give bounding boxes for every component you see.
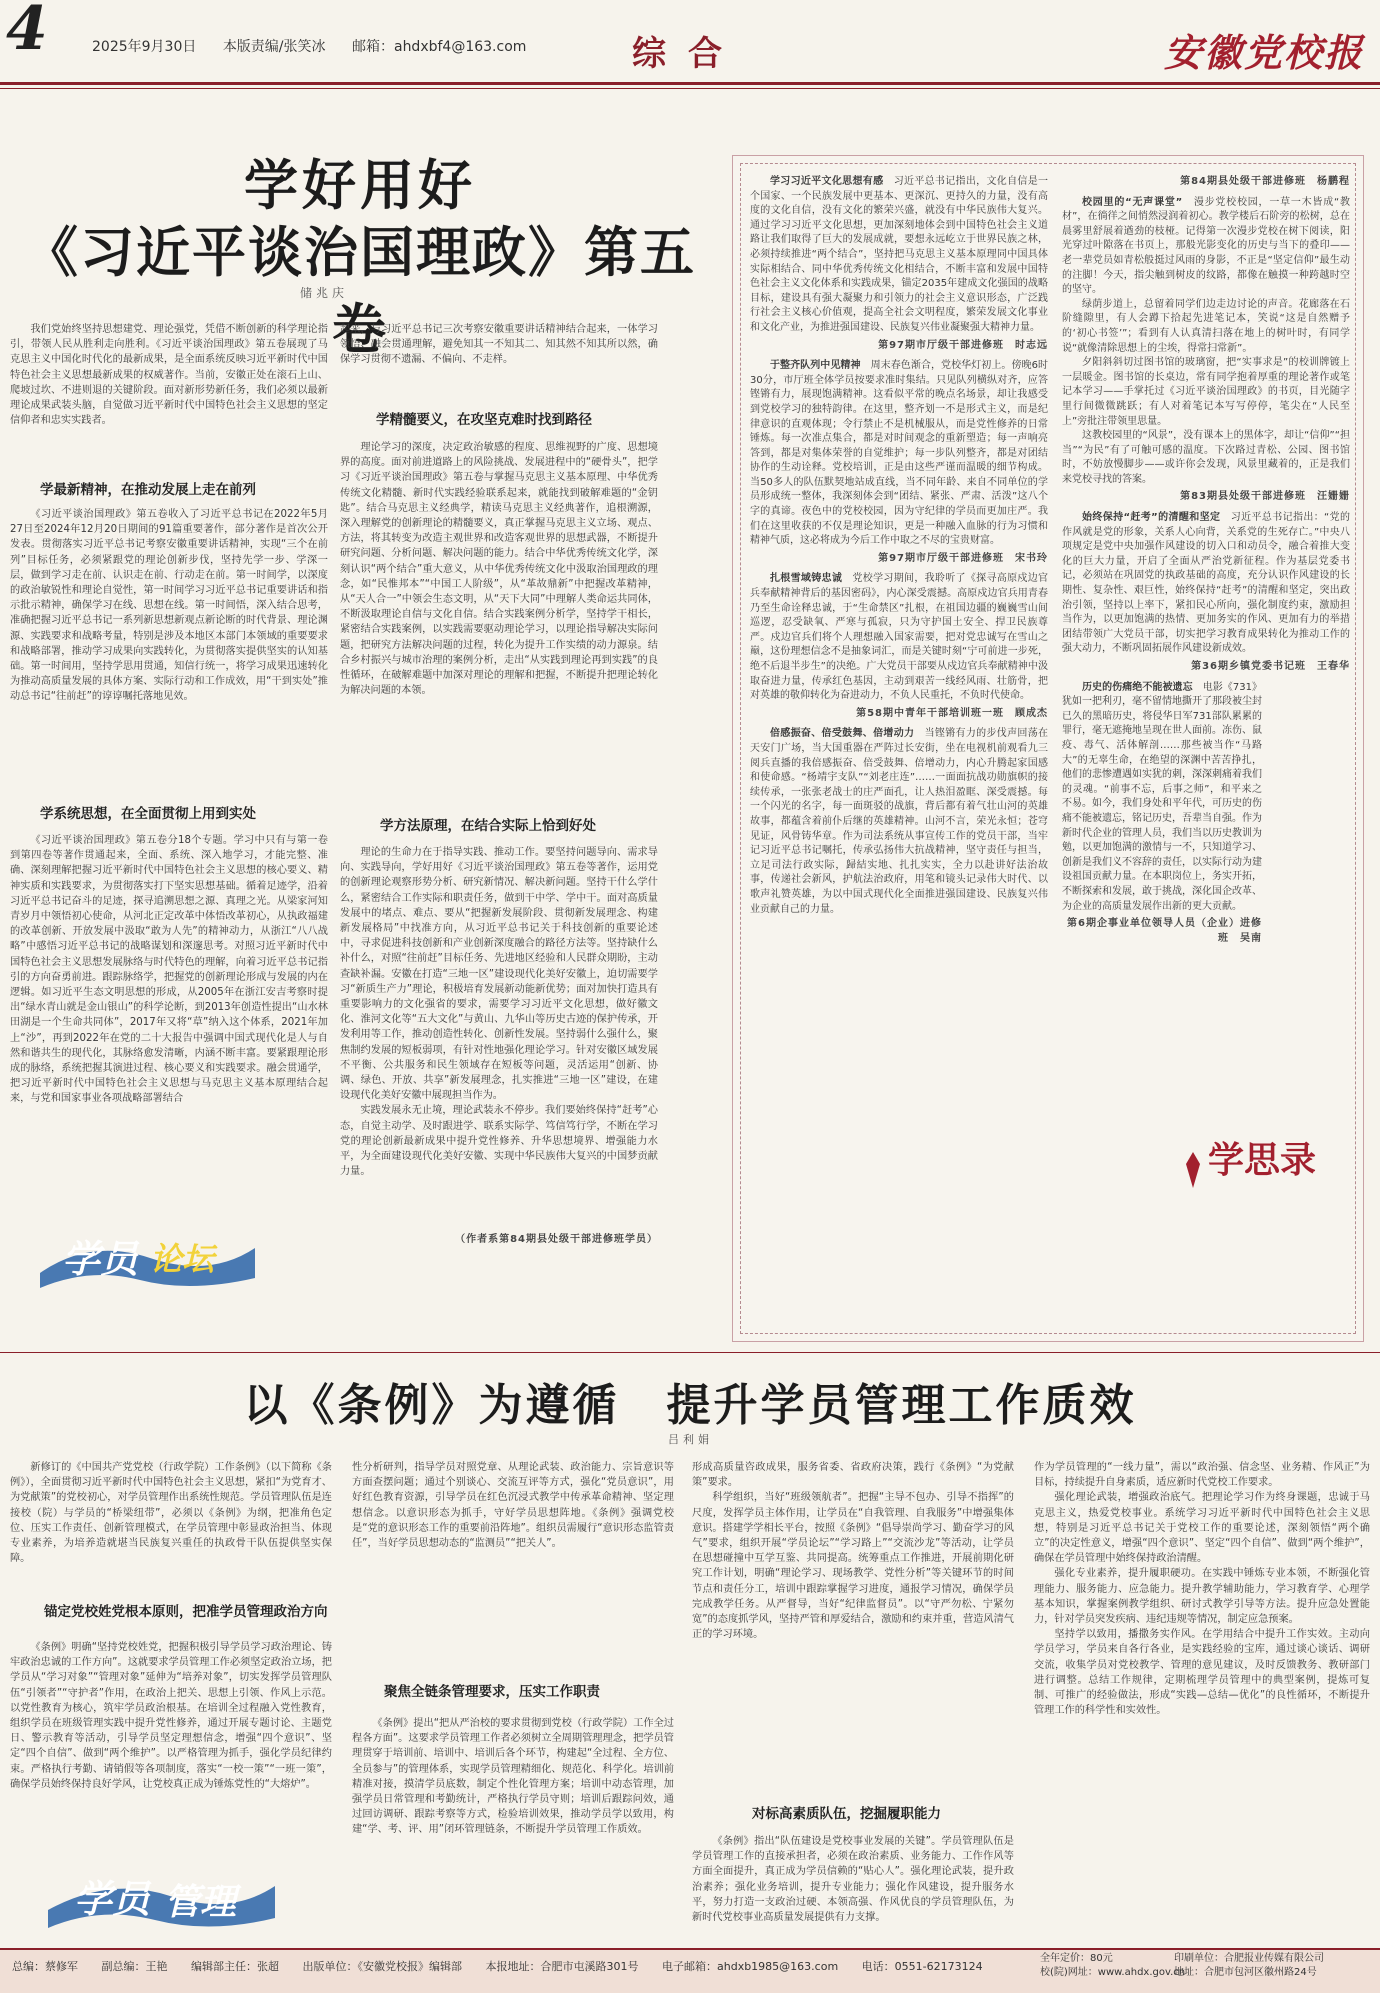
editor-email: 邮箱：ahdxbf4@163.com [351,39,527,55]
article2-section3-continued: 作为学员管理的“一线力量”，需以“政治强、信念坚、业务精、作风正”为目标，持续提升自身素质，适应新时代党校工作要求。 强化理论武装，增强政治底气。把理论学习作为终身课题，忠诚于马克思主义，热爱党校事业。系统学习习近平新时代中国特色社会主义思想，特别是习近平总书记关于党校工作的重要论述，深刻领悟“两个确立”的决定性意义，增强“四个意识”、坚定“四个自信”、做到“两个维护”，确保在学员管理中始终保持政治清醒。 强化专业素养，提升履职硬功。在实践中锤炼专业本领，不断强化管理能力、服务能力、应急能力。提升教学辅助能力，学习教育学、心理学基本知识，掌握案例教学组织、研讨式教学引导等方法。提升应急处置能力，针对学员突发疾病、违纪违规等情况，制定应急预案。 坚持学以致用，播撒务实作风。在学用结合中提升工作实效。主动向学员学习，学员来自各行各业，是实践经验的宝库，通过谈心谈话、调研交流，收集学员对党校教学、管理的意见建议，及时反馈教务、教研部门进行调整。总结工作规律，定期梳理学员管理中的典型案例，提炼可复制、可推广的经验做法，形成“实践—总结—优化”的良性循环，不断提升管理工作的科学性和实效性。 [1034,1462,1370,1717]
footer-pricing-block [1040,1952,1185,1980]
article1-title-line2: 《习近平谈治国理政》第五卷 [24,220,696,361]
section-title: 综合 [632,34,744,74]
header-meta [92,36,548,56]
article1-author: 储兆庆 [300,286,349,300]
pen-icon [1180,1150,1206,1190]
article1-section2-body: 《习近平谈治国理政》第五卷分18个专题。学习中只有与第一卷到第四卷等著作贯通起来，全面、系统、深入地学习，才能完整、准确、深刻理解把握习近平新时代中国特色社会主义思想的核心要义、精神实质和实践要求，为贯彻落实打下坚实思想基础。循着足迹学，沿着习近平总书记奋斗的足迹，探寻追溯思想之源、真理之光。从梁家河知青岁月中领悟初心使命，从河北正定改革中体悟改革初心，从执政福建的改革创新、开放发展中汲取“敢为人先”的精神动力，从浙江“八八战略”中感悟习近平总书记的战略谋划和深邃思考。对照习近平新时代中国特色社会主义思想发展脉络与时代特色的理解，向着习近平总书记指引的方向奋勇前进。跟踪脉络学，把握党的创新理论形成与发展的内在逻辑。如习近平生态文明思想的形成，从2005年在浙江安吉考察时提出“绿水青山就是金山银山”的科学论断，到2013年创造性提出“山水林田湖是一个生命共同体”，2017年又将“草”纳入这个体系，2021年加上“沙”，再到2022年在党的二十大报告中强调中国式现代化是人与自然和谐共生的现代化，其脉络愈发清晰，内涵不断丰富。要紧跟理论形成的脉络，系统把握其演进过程、核心要义和实践要求。融会贯通学，把习近平新时代中国特色社会主义思想与马克思主义基本原理结合起来，与党和国家事业各项战略部署结合 [10,835,328,1105]
footer-printer-address: 地址：合肥市包河区徽州路24号 [1174,1967,1317,1978]
study-notes-stamp: 学思录 [1208,1139,1317,1181]
article1-signature: （作者系第84期县处级干部进修班学员） [455,1234,658,1245]
article2-section3-body: 《条例》指出“队伍建设是党校事业发展的关键”。学员管理队伍是学员管理工作的直接承担者，必须在政治素质、业务能力、工作作风等方面全面提升，真正成为学员信赖的“贴心人”。强化理论武装，提升政治素养；强化业务培训，提升专业能力；强化作风建设，提升服务水平，努力打造一支政治过硬、本领高强、作风优良的学员管理队伍，为新时代党校事业高质量发展提供有力支撑。 [692,1836,1014,1924]
header-divider [0,82,1380,85]
article2-section1-heading: 锚定党校姓党根本原则，把准学员管理政治方向 [44,1604,328,1620]
article2-section2-heading: 聚焦全链条管理要求，压实工作职责 [384,1684,600,1700]
banner1-text2: 论坛 [150,1240,215,1278]
article1-section2-continued: 起来，与习近平总书记三次考察安徽重要讲话精神结合起来，一体学习领悟、融会贯通理解，避免知其一不知其二、知其然不知其所以然，确保学习贯彻不遗漏、不偏向、不走样。 [340,324,658,366]
newspaper-logo: 安徽党校报 [1164,30,1365,75]
article1-section3-heading: 学精髓要义，在攻坚克难时找到路径 [376,412,592,428]
article2-title: 以《条例》为遵循 提升学员管理工作质效 [243,1380,1137,1431]
article2-intro: 新修订的《中国共产党党校（行政学院）工作条例》（以下简称《条例》），全面贯彻习近平新时代中国特色社会主义思想，紧扣“为党育才、为党献策”的党校初心，对学员管理作出系统性规范。学员管理队伍是连接校（院）与学员的“桥梁纽带”，必须以《条例》为纲，把准角色定位、压实工作责任、创新管理模式，在学员管理中彰显政治担当、体现专业素养，为培养造就堪当民族复兴重任的执政骨干队伍提供坚实保障。 [10,1462,332,1565]
banner1-text1: 学员 [62,1236,139,1281]
article2-section2-continued: 形成高质量咨政成果，服务省委、省政府决策，践行《条例》“为党献策”要求。 科学组织，当好“班级领航者”。把握“主导不包办、引导不指挥”的尺度，发挥学员主体作用，让学员在“自我管理、自我服务”中增强集体意识。搭建学学相长平台，按照《条例》“倡导崇尚学习、勤奋学习的风气”要求，组织开展“学员论坛”“学习路上”“交流沙龙”等活动，让学员在思想碰撞中互学互鉴、共同提高。统筹重点工作推进，开展前期化研究工作计划，明确“理论学习、现场教学、党性分析”等关键环节的时间节点和责任分工，培训中跟踪掌握学习进度，通报学习情况，确保学员完成教学任务。从严督导，当好“纪律监督员”。以“守严勿松、宁紧勿宽”的态度抓学风，坚持严管和厚爱结合，激励和约束并重，营造风清气正的学习环境。 [692,1462,1014,1641]
article1-section4-heading: 学方法原理，在结合实际上恰到好处 [380,818,596,834]
article1-section2-heading: 学系统思想，在全面贯彻上用到实处 [40,806,256,822]
article1-section1-body: 《习近平谈治国理政》第五卷收入了习近平总书记在2022年5月27日至2024年12月20日期间的91篇重要著作，部分著作是首次公开发表。贯彻落实习近平总书记考察安徽重要讲话精神，实现“三个在前列”目标任务，必须紧跟党的理论创新步伐，坚持先学一步、学深一层，做到学习走在前、认识走在前、行动走在前。第一时间学，以深度的政治敏锐性和理论自觉性，第一时间学习习近平总书记重要讲话和指示批示精神，确保学习在线、思想在线。第一时间悟，深入结合思考，准确把握习近平总书记一系列新思想新观点新论断的时代背景、理论渊源、实践要求和战略考量，特别是涉及本地区本部门本领域的重要要求和战略部署，推动学习成果向实践转化，为贯彻落实提供坚实的认知基础。第一时间用，坚持学思用贯通，知信行统一，将学习成果迅速转化为推动高质量发展的具体方案、实际行动和工作成效，用“干到实处”推动总书记“往前赶”的谆谆嘱托落地见效。 [10,509,328,703]
editor: 本版责编/张笑冰 [222,39,326,55]
article2-author: 吕利娟 [668,1433,713,1446]
footer-pricing: 全年定价：80元 [1040,1953,1113,1964]
article1-section4-body: 理论的生命力在于指导实践、推动工作。要坚持问题导向、需求导向、实践导向，学好用好《习近平谈治国理政》第五卷等著作，运用党的创新理论观察形势分析、研究新情况、解决新问题。坚持干什么学什么，紧密结合工作实际和职责任务，做到干中学、学中干。面对高质量发展中的堵点、难点、要从“把握新发展阶段、贯彻新发展理念、构建新发展格局”中找准方向，从习近平总书记关于科技创新的重要论述中，寻求促进科技创新和产业创新深度融合的路径方法等。坚持缺什么补什么，对照“往前赶”目标任务、先进地区经验和人民群众期盼，主动查缺补漏。安徽在打造“三地一区”建设现代化美好安徽上，迫切需要学习“新质生产力”理论，积极培育发展新动能新优势；面对加快打造具有重要影响力的文化强省的要求，需要学习习近平文化思想，做好徽文化、淮河文化等“五大文化”与黄山、九华山等历史古迹的保护传承，开发利用等工作，推动创造性转化、创新性发展。坚持弱什么强什么，聚焦制约发展的短板弱项，有针对性地强化理论学习。针对安徽区域发展不平衡、公共服务和民生领域存在短板等问题，灵活运用“创新、协调、绿色、开放、共享”新发展理念，扎实推进“三地一区”建设，在建设现代化美好安徽中展现担当作为。 实践发展永无止境，理论武装永不停步。我们要始终保持“赶考”心态，自觉主动学、及时跟进学、联系实际学、笃信笃行学，不断在学习党的理论创新最新成果中提升党性修养、升华思想境界、增强能力水平，为全面建设现代化美好安徽、实现中华民族伟大复兴的中国梦贡献力量。 [340,847,658,1178]
article1-section3-body: 理论学习的深度，决定政治敏感的程度、思维视野的广度、思想境界的高度。面对前进道路上的风险挑战、发展进程中的“硬骨头”，把学习《习近平谈治国理政》第五卷与掌握马克思主义基本原理、中华优秀传统文化精髓、新时代实践经验联系起来，就能找到破解难题的“金钥匙”。结合马克思主义经典学，精读马克思主义经典著作，追根溯源，深入理解党的创新理论的精髓要义，真正掌握马克思主义立场、观点、方法，将其转变为改造主观世界和改造客观世界的思想武器，不断提升研究问题、分析问题、解决问题的能力。结合中华优秀传统文化学，深刻认识“两个结合”重大意义，从中华优秀传统文化中汲取治国理政的理念，如“民惟邦本”“中国工人阶级”，从“革故鼎新”中把握改革精神，从“天人合一”中领会生态文明，从“天下大同”中理解人类命运共同体，不断汲取理论自信与文化自信。结合实践案例分析学，坚持学干相长，紧密结合实践案例，以实践需要驱动理论学习，以理论指导解决实际问题，把研究方法解决问题的过程，转化为提升工作实绩的动力源泉。结合乡村振兴与城市治理的案例分析，走出“从实践到理论再到实践”的良性循环，在破解难题中加深对理论的理解和把握，不断提升把理论转化为解决问题的本领。 [340,442,658,697]
article2-section1-continued: 性分析研判，指导学员对照党章、从理论武装、政治能力、宗旨意识等方面查摆问题；通过个别谈心、交流互评等方式，强化“党员意识”，用好红色教育资源，引导学员在红色沉浸式教学中传承革命精神、坚定理想信念。以意识形态为抓手，守好学员思想阵地。《条例》强调党校是“党的意识形态工作的重要前沿阵地”。组织员需履行“意识形态监管责任”，当好学员思想动态的“监测员”“把关人”。 [352,1462,674,1550]
footer-printer: 印刷单位：合肥报业传媒有限公司 [1174,1953,1324,1964]
study-notes-column-left: 学习习近平文化思想有感 习近平总书记指出，文化自信是一个国家、一个民族发展中更基本、更深沉、更持久的力量，没有高度的文化自信，没有文化的繁荣兴盛，就没有中华民族伟大复兴。通过学习习近平文化思想，更加深刻地体会到中国特色社会主义道路让我们取得了巨大的发展成就，要想永远屹立于世界民族之林，必须持续推进“两个结合”，坚持把马克思主义基本原理同中国具体实际相结合、同中华优秀传统文化相结合，不断丰富和发展中国特色社会主义文化体系和实践成果，锚定2035年建成文化强国的战略目标，建设具有强大凝聚力和引领力的社会主义意识形态，广泛践行社会主义核心价值观，提高全社会文明程度，繁荣发展文化事业和文化产业，为推进强国建设、民族复兴伟业凝聚强大精神力量。 第97期市厅级干部进修班 时志远 于整齐队列中见精神 周末春色渐合，党校华灯初上。傍晚6时30分，市厅班全体学员按要求准时集结。只见队列横纵对齐，应答铿锵有力，展现饱满精神。这看似平常的晚点名场景，却让我感受到党校学习的独特韵律。在这里，整齐划一不是形式主义，而是纪律意识的直观体现；令行禁止不是机械服从，而是党性修养的日常锤炼。每一次准点集合，都是对时间观念的重新塑造；每一声响亮答到，都是对集体荣誉的自觉维护；每一步队列整齐，都是对团结协作的生动诠释。党校培训，正是由这些严谨而温暖的细节构成。当50多人的队伍默契地站成直线，当不同年龄、来自不同单位的学员形成统一整体，我深刻体会到“团结、紧张、严肃、活泼”这八个字的真谛。夜色中的党校校园，因为守纪律的学员而更加庄严。我们在这里收获的不仅是理论知识，更是一种融入血脉的行为习惯和精神气质，这必将成为今后工作中取之不尽的宝贵财富。 第97期市厅级干部进修班 宋书玲 扎根雪域铸忠诚 党校学习期间，我聆听了《探寻高原戍边官兵奉献精神背后的基因密码》，内心深受震撼。高原戍边官兵用青春乃至生命诠释忠诚，于“生命禁区”扎根，在祖国边疆的巍巍雪山间巡逻，忍受缺氧、严寒与孤寂，只为守护国土安全、捍卫民族尊严。戍边官兵们将个人理想融入国家需要，把对党忠诚写在雪山之巅，这份理想信念不是抽象词汇，而是关键时刻“宁可前进一步死，绝不后退半步生”的决绝。广大党员干部要从戍边官兵奉献精神中汲取奋进力量，传承红色基因，主动到艰苦一线经风雨、壮筋骨，把对英雄的敬仰转化为奋进动力，不负人民重托，不负时代使命。 第58期中青年干部培训班一班 顾成杰 倍感振奋、倍受鼓舞、倍增动力 当铿锵有力的步伐声回荡在天安门广场，当大国重器在严阵过长安街，坐在电视机前观看九三阅兵直播的我倍感振奋、倍受鼓舞、倍增动力，内心升腾起家国感和使命感。“杨靖宇支队”“刘老庄连”……一面面抗战功勋旗帜的接续传承，一张张老战士的庄严面孔，让人热泪盈眶、深受震撼。每一个闪光的名字，每一面斑驳的战旗，背后都有着气壮山河的英雄故事，都蕴含着前仆后继的英雄精神。山河不言，荣光永恒；苍穹见证，风骨铸华章。作为司法系统从事宣传工作的党员干部，当牢记习近平总书记嘱托，传承弘扬伟大抗战精神，坚守责任与担当，立足司法行政实际，歸結实地、扎扎实实，全力以赴讲好法治故事，传递社会新风，护航法治政府，用笔和镜头记录伟大时代、以歌声礼赞英雄，为以中国式现代化全面推进强国建设、民族复兴伟业贡献自己的力量。 [750,176,1048,915]
banner2-text2: 管理 [164,1881,237,1923]
footer-website[interactable]: 校(院)网址：www.ahdx.gov.cn [1040,1967,1186,1978]
study-notes-column-right: 第84期县处级干部进修班 杨鹏程 校园里的“无声课堂” 漫步党校校园，一草一木皆成“教材”，在徜徉之间悄然浸润着初心。教学楼后石阶旁的松树，总在晨雾里舒展着遒劲的枝桠。记得第一次漫步党校在树下阅读，阳光穿过叶隙落在书页上，那般光影变化的历史与当下的叠印——老一辈党员如青松般挺过风雨的身影，不正是“坚定信仰”最生动的注脚！今天，指尖触到树皮的纹路，都像在触摸一种跨越时空的坚守。 绿荫步道上，总留着同学们边走边讨论的声音。花廊落在石阶缝隙里，有人会蹲下拾起先进笔记本，笑说“这是自然赠予的‘初心书签’”；看到有人认真清扫落在地上的树叶时，有同学说“就像清除思想上的尘埃，得常扫常新”。 夕阳斜斜切过图书馆的玻璃窗，把“实事求是”的校训牌镀上一层暖金。图书馆的长桌边，常有同学抱着厚重的理论著作或笔记本学习——手掌托过《习近平谈治国理政》的书页，目光随字里行间微微跳跃；有人对着笔记本写写停停，笔尖在“人民至上”旁批注带领里思量。 这教校园里的“风景”，没有课本上的黑体字，却让“信仰”“担当”“为民”有了可触可感的温度。下次路过青松、公园、图书馆时，不妨放慢脚步——或许你会发现，风景里藏着的，正是我们来党校寻找的答案。 第83期县处级干部进修班 汪姗姗 始终保持“赶考”的清醒和坚定 习近平总书记指出：“党的作风就是党的形象，关系人心向背，关系党的生死存亡。”中央八项规定是党中央加强作风建设的切入口和动员令，融合着推大变化的巨大力量，开启了全面从严治党新征程。作为基层党委书记，必须站在巩固党的执政基础的高度，充分认识作风建设的长期性、复杂性、艰巨性，始终保持“赶考”的清醒和坚定，突出政治引领，坚持以上率下，紧扣民心所向，强化制度约束，激励担当作为，以更加饱满的热情、更加务实的作风、更加有力的举措团结带领广大党员干部，切实把学习教育成果转化为推动工作的强大动力，不断巩固拓展作风建设新成效。 第36期乡镇党委书记班 王春华 历史的伤痛绝不能被遗忘 电影《731》犹如一把利刃，毫不留情地撕开了那段被尘封已久的黑暗历史，将侵华日军731部队累累的罪行，毫无遮掩地呈现在世人面前。冻伤、鼠疫、毒气、活体解剖……那些被当作“马路大”的无辜生命，在绝望的深渊中苦苦挣扎，他们的悲惨遭遇如实犹的刺，深深刺痛着我们的灵魂。“前事不忘，后事之师”，和平来之不易。如今，我们身处和平年代，可历史的伤痛不能被遗忘，铭记历史，吾辈当自强。作为新时代企业的管理人员，我们当以历史教训为勉，以更加饱满的激情与一不，只知道学习、创新是我们义不容辞的责任，以实际行动为建设祖国贡献力量。在本职岗位上，务实开拓，不断探索和发展，敢于挑战，深化国企改革、为企业的高质量发展作出新的更大贡献。 第6期企事业单位领导人员（企业）进修班 吴南 [1062,176,1350,944]
article1-section1-heading: 学最新精神，在推动发展上走在前列 [40,482,256,498]
page-number: 4 [6,0,48,64]
article1-intro: 我们党始终坚持思想建党、理论强党，凭借不断创新的科学理论指引，带领人民从胜利走向胜利。《习近平谈治国理政》第五卷展现了马克思主义中国化时代化的最新成果，是全面系统反映习近平新时代中国特色社会主义思想最新成果的权威著作。当前，安徽正处在滚石上山、爬坡过坎、不进则退的关键阶段。面对新形势新任务，我们必须以最新理论成果武装头脑，自觉做习近平新时代中国特色社会主义思想的坚定信仰者和忠实实践者。 [10,324,328,427]
article2-section2-body: 《条例》提出“把从严治校的要求贯彻到党校（行政学院）工作全过程各方面”。这要求学员管理工作者必须树立全周期管理理念，把学员管理贯穿于培训前、培训中、培训后各个环节，构建起“全过程、全方位、全员参与”的管理体系，实现学员管理精细化、规范化、科学化。培训前精准对接，摸清学员底数，制定个性化管理方案；培训中动态管理，加强学员日常管理和考勤统计，严格执行学员守则；培训后跟踪问效，通过回访调研、跟踪考察等方式，检验培训效果，推动学员学以致用，构建“学、考、评、用”闭环管理链条，不断提升学员管理工作质效。 [352,1718,674,1836]
article2-section3-heading: 对标高素质队伍，挖掘履职能力 [752,1806,941,1822]
footer-credits: 总编：蔡修军 副总编：王艳 编辑部主任：张超 出版单位：《安徽党校报》编辑部 本报地址：合肥市屯溪路301号 电子邮箱：ahdxb1985@163.com 电话：0551-62173124 [12,1960,983,1973]
banner2-text1: 学员 [74,1876,151,1921]
article2-section1-body: 《条例》明确“坚持党校姓党，把握积极引导学员学习政治理论、铸牢政治忠诚的工作方向”。这就要求学员管理工作必须坚定政治立场，把学员从“学习对象”“管理对象”延伸为“培养对象”，切实发挥学员管理队伍“引领者”“守护者”作用，在政治上把关、思想上引领、作风上示范。以党性教育为核心，筑牢学员政治根基。在培训全过程融入党性教育，组织学员在班级管理实践中提升党性修养，通过开展专题讨论、主题党日、警示教育等活动，引导学员坚定理想信念，增强“四个意识”、坚定“四个自信”、做到“两个维护”。以严格管理为抓手，强化学员纪律约束。严格执行考勤、请销假等各项制度，落实“一校一策”“一班一策”，确保学员始终保持良好学风，让党校真正成为锤炼党性的“大熔炉”。 [10,1642,332,1790]
header-divider-thin [0,88,1380,89]
footer-printer-block [1174,1952,1324,1980]
article1-title-line1: 学好用好 [244,153,476,217]
article-divider [0,1352,1380,1353]
issue-date: 2025年9月30日 [92,39,197,55]
